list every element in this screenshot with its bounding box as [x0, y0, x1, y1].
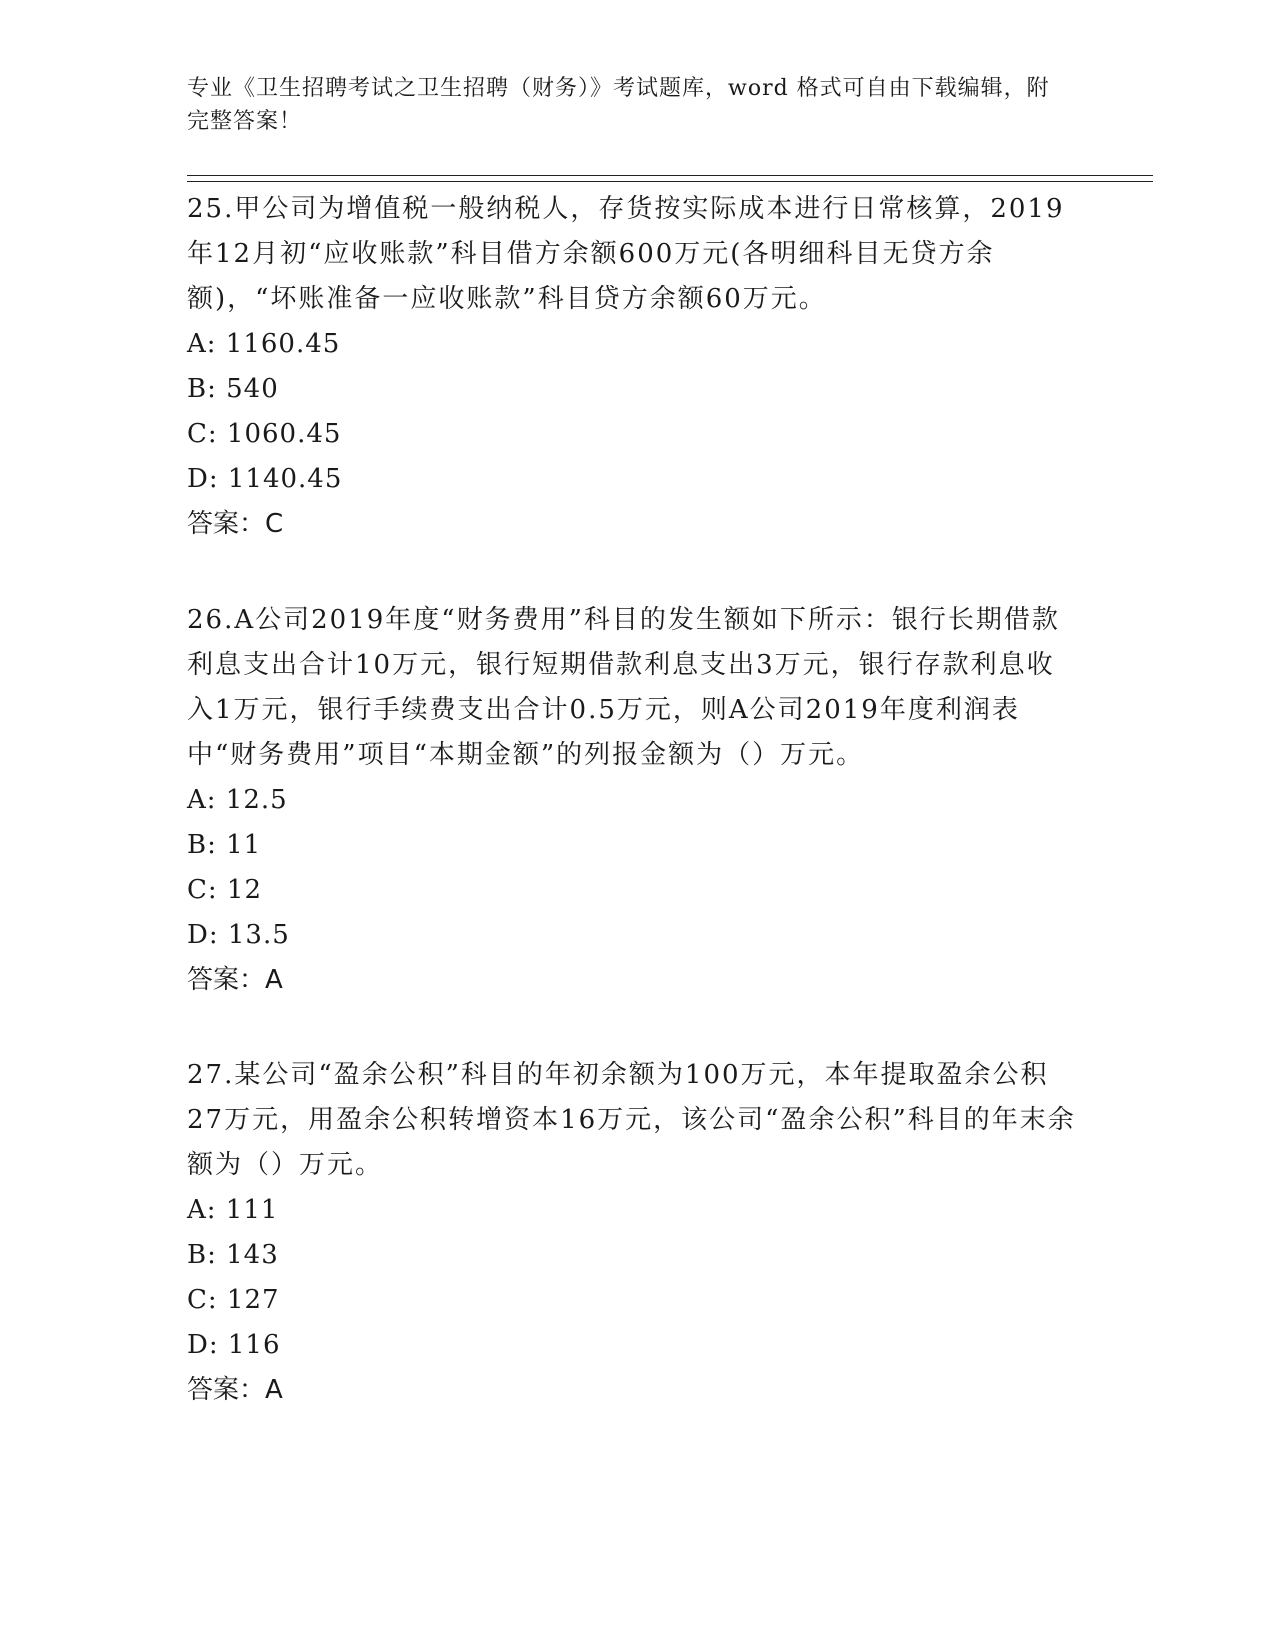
question-stem: 25.甲公司为增值税一般纳税人，存货按实际成本进行日常核算，2019年12月初“应收账款”科目借方余额600万元(各明细科目无贷方余额)，“坏账准备一应收账款”科目贷方余额60万元。	[187, 194, 1065, 314]
option-b: B: 11	[187, 830, 262, 860]
question-25	[187, 187, 1077, 547]
option-d: D: 13.5	[187, 920, 290, 950]
option-b: B: 540	[187, 374, 279, 404]
option-a: A: 111	[187, 1195, 279, 1225]
question-27	[187, 1053, 1077, 1413]
option-a: A: 12.5	[187, 785, 288, 815]
question-26	[187, 598, 1077, 1003]
answer-label: 答案：A	[187, 1375, 283, 1405]
option-d: D: 1140.45	[187, 464, 343, 494]
question-stem: 26.A公司2019年度“财务费用”科目的发生额如下所示：银行长期借款利息支出合计10万元，银行短期借款利息支出3万元，银行存款利息收入1万元，银行手续费支出合计0.5万元，则A公司2019年度利润表中“财务费用”项目“本期金额”的列报金额为（）万元。	[187, 605, 1060, 770]
answer-label: 答案：A	[187, 965, 283, 995]
option-d: D: 116	[187, 1330, 281, 1360]
question-stem: 27.某公司“盈余公积”科目的年初余额为100万元，本年提取盈余公积27万元，用盈余公积转增资本16万元，该公司“盈余公积”科目的年末余额为（）万元。	[187, 1060, 1076, 1180]
option-c: C: 12	[187, 875, 263, 905]
header-divider-top	[187, 175, 1153, 176]
option-c: C: 127	[187, 1285, 280, 1315]
option-b: B: 143	[187, 1240, 279, 1270]
answer-label: 答案：C	[187, 509, 284, 539]
option-c: C: 1060.45	[187, 419, 342, 449]
header-divider-bottom	[187, 181, 1153, 182]
document-header: 专业《卫生招聘考试之卫生招聘（财务）》考试题库，word 格式可自由下载编辑，附完整答案！	[187, 76, 1050, 134]
option-a: A: 1160.45	[187, 329, 341, 359]
